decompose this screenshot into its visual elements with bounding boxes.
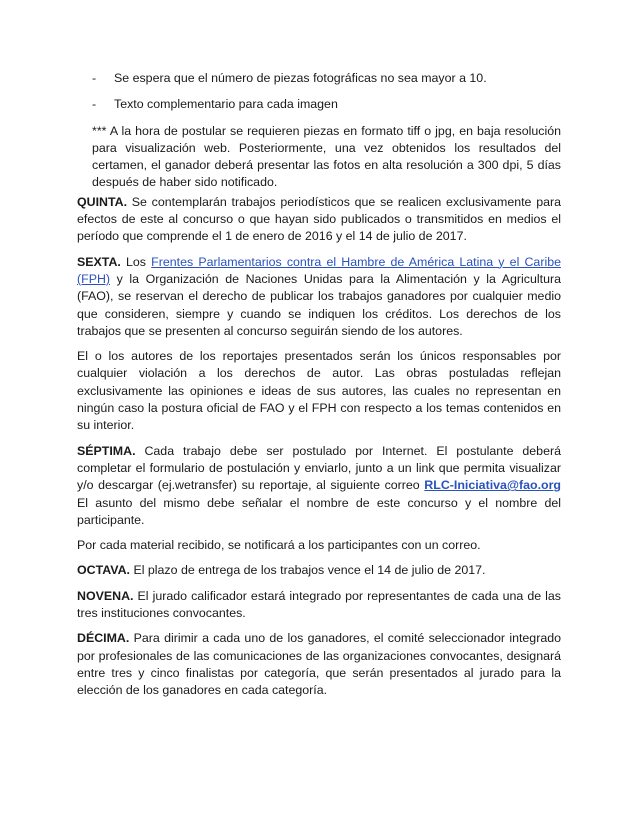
- mail-paragraph: Por cada material recibido, se notificará a los participantes con un correo.: [77, 538, 481, 553]
- clause-text: Se contemplarán trabajos periodísticos que se realicen exclusivamente para efectos de este al concurso o que hayan sido publicados o transmitidos en medios el período que comprende el 1 de enero de 2016 y el 14 de julio de 2017.: [77, 194, 561, 244]
- bullet-dash: -: [92, 97, 97, 112]
- authors-paragraph: El o los autores de los reportajes presentados serán los únicos responsables por cualquier violación a los derechos de autor. Las obras postuladas reflejan exclusivamente las opiniones e ideas de sus autores, las cuales no representan en ningún caso la postura oficial de FAO y el FPH con respecto a los temas contenidos en su interior.: [77, 349, 561, 433]
- format-note: *** A la hora de postular se requieren piezas en formato tiff o jpg, en baja resolución para visualización web. Posteriormente, una vez obtenidos los resultados del certamen, el ganador deberá presentar las fotos en alta resolución a 300 dpi, 5 días después de haber sido notificado.: [92, 123, 561, 190]
- clause-sexta: [77, 254, 561, 340]
- bullet-item: [92, 96, 561, 113]
- fph-link[interactable]: Frentes Parlamentarios contra el Hambre de América Latina y el Caribe (FPH): [77, 254, 561, 286]
- clause-heading: SEXTA.: [77, 254, 121, 269]
- clause-heading: QUINTA.: [77, 194, 128, 209]
- clause-text: El asunto del mismo debe señalar el nombre de este concurso y el nombre del participante.: [77, 495, 561, 527]
- clause-heading: NOVENA.: [77, 588, 134, 603]
- clause-text: Los: [120, 254, 152, 269]
- clause-septima: [77, 443, 561, 529]
- clause-heading: DÉCIMA.: [77, 631, 130, 646]
- clause-decima: [77, 630, 561, 699]
- clause-heading: OCTAVA.: [77, 563, 130, 578]
- bullet-item: [92, 70, 561, 87]
- clause-novena: [77, 588, 561, 623]
- bullet-dash: -: [92, 71, 97, 85]
- document-page: [77, 70, 561, 708]
- clause-text: El jurado calificador estará integrado por representantes de cada una de las tres instituciones convocantes.: [77, 588, 561, 621]
- clause-text: y la Organización de Naciones Unidas para la Alimentación y la Agricultura (FAO), se reservan el derecho de publicar los trabajos ganadores por cualquier medio que consideren, siempre y cuando se indiquen los créditos. Los derechos de los trabajos que se presenten al concurso seguirán siendo de los autores.: [77, 271, 561, 338]
- clause-text: Cada trabajo debe ser postulado por Internet. El postulante deberá completar el formulario de postulación y enviarlo, junto a un link que permita visualizar y/o descargar (ej.wetransfer) su reportaje, al siguiente correo: [77, 443, 561, 493]
- email-link[interactable]: RLC-Iniciativa@fao.org: [424, 478, 561, 493]
- clause-quinta: [77, 194, 561, 246]
- bullet-text: Texto complementario para cada imagen: [114, 97, 338, 112]
- clause-heading: SÉPTIMA.: [77, 443, 136, 458]
- clause-octava: [77, 562, 561, 579]
- bullet-text: Se espera que el número de piezas fotográficas no sea mayor a 10.: [114, 71, 487, 85]
- clause-text: El plazo de entrega de los trabajos vence el 14 de julio de 2017.: [130, 563, 486, 578]
- clause-text: Para dirimir a cada uno de los ganadores, el comité seleccionador integrado por profesionales de las comunicaciones de las organizaciones convocantes, designará entre tres y cinco finalistas por categoría, que serán presentados al jurado para la elección de los ganadores en cada categoría.: [77, 631, 561, 698]
